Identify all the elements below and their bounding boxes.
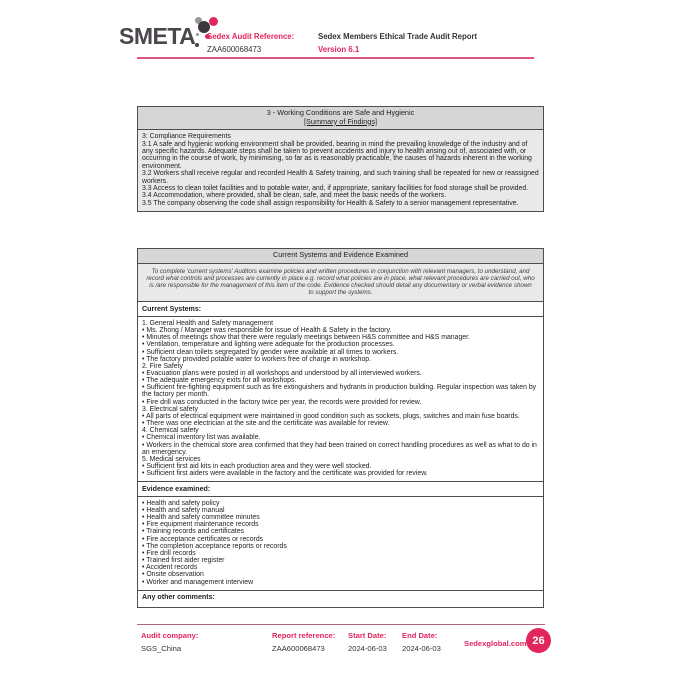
text-line: 3.4 Accommodation, where provided, shall be clean, safe, and meet the basic needs of the workers. bbox=[142, 192, 447, 200]
audit-company-label: Audit company: bbox=[141, 631, 199, 640]
report-title-block bbox=[318, 30, 477, 56]
text-line: 3.3 Access to clean toilet facilities and to potable water, and, if appropriate, sanitary facilities for food storage shall be provided. bbox=[142, 185, 529, 193]
text-line: • Minutes of meetings show that there were regularly meetings between H&S committee and H&S manager. bbox=[142, 334, 470, 342]
smeta-logo-text: SMETA bbox=[119, 23, 196, 49]
text-line: • There was one electrician at the site and the certificate was available for review. bbox=[142, 420, 390, 428]
text-line: • Worker and management interview bbox=[142, 578, 254, 586]
text-line: • Fire acceptance certificates or records bbox=[142, 535, 264, 543]
any-other-comments-label: Any other comments: bbox=[138, 591, 543, 608]
text-line: • The completion acceptance reports or records bbox=[142, 542, 287, 550]
logo-period-dot-icon bbox=[195, 43, 199, 47]
text-line: 3.2 Workers shall receive regular and recorded Health & Safety training, and such training shall be repeated for new or reassigned workers. bbox=[142, 170, 539, 185]
text-line: • Health and safety committee minutes bbox=[142, 514, 260, 522]
report-reference-value: ZAA600068473 bbox=[272, 643, 325, 653]
text-line: • The factory provided potable water to workers free of charge in workshop. bbox=[142, 355, 372, 363]
text-line: • Fire drill was conducted in the factory twice per year, the records were provided for review. bbox=[142, 398, 422, 406]
compliance-requirements-cell bbox=[138, 130, 543, 211]
start-date-value: 2024-06-03 bbox=[348, 643, 387, 653]
start-date-label: Start Date: bbox=[348, 631, 387, 640]
text-line: • Sufficient fire-fighting equipment such as fire extinguishers and hydrants in production building. Regular inspection was taken by the factory per month. bbox=[142, 384, 537, 399]
evidence-examined-cell bbox=[138, 497, 543, 591]
text-line: • Accident records bbox=[142, 564, 198, 572]
findings-title: 3 - Working Conditions are Safe and Hygienic bbox=[266, 108, 415, 117]
findings-table-header bbox=[138, 107, 543, 130]
header-divider bbox=[137, 57, 534, 59]
sedexglobal-link[interactable]: Sedexglobal.com bbox=[464, 639, 527, 648]
logo-dot-pink-icon bbox=[209, 17, 218, 26]
text-line: • Sufficient first aid kits in each production area and they were well stocked. bbox=[142, 463, 372, 471]
report-title: Sedex Members Ethical Trade Audit Report bbox=[318, 32, 478, 41]
text-line: • Health and safety manual bbox=[142, 507, 225, 514]
report-version: Version 6.1 bbox=[318, 45, 360, 54]
text-line: • All parts of electrical equipment were maintained in good condition such as sockets, plugs, switches and main fuse boards. bbox=[142, 412, 520, 420]
audit-company-value: SGS_China bbox=[141, 643, 182, 653]
logo-dot-grey-tiny-icon bbox=[196, 33, 199, 36]
end-date-block bbox=[402, 630, 441, 655]
current-systems-cell bbox=[138, 317, 543, 482]
current-systems-label: Current Systems: bbox=[138, 302, 543, 317]
systems-explainer-text: To complete 'current systems' Auditors examine policies and written procedures in conjunction with relevant managers, to understand, and record what controls and processes are currently in place e.g. record what policies are in place, what relevant procedures are carried out, who is /are responsible for the management of this item of the code. Evidence checked should detail any documentary or verbal evidence shown to support the systems. bbox=[138, 264, 543, 303]
text-line: • Trained first aider register bbox=[142, 557, 225, 565]
text-line: • Onsite observation bbox=[142, 571, 204, 579]
report-reference-block bbox=[272, 630, 335, 655]
text-line: • Ventilation, temperature and lighting were adequate for the production processes. bbox=[142, 341, 395, 349]
start-date-block bbox=[348, 630, 387, 655]
footer-divider bbox=[137, 624, 545, 625]
text-line: 3: Compliance Requirements bbox=[142, 133, 231, 141]
text-line: • Fire drill records bbox=[142, 549, 196, 557]
text-line: 1. General Health and Safety management bbox=[142, 319, 274, 327]
audit-reference-value: ZAA600068473 bbox=[207, 45, 262, 54]
text-line: 2. Fire Safety bbox=[142, 362, 183, 370]
text-line: 3. Electrical safety bbox=[142, 405, 198, 413]
text-line: • Training records and certificates bbox=[142, 528, 244, 536]
report-reference-label: Report reference: bbox=[272, 631, 336, 640]
text-line: 3.1 A safe and hygienic working environment shall be provided, bearing in mind the prevailing knowledge of the industry and of any specific hazards. Adequate steps shall be taken to prevent accidents and injury to health arising out of, associated with, or occurring in the course of work, by minimising, so far as is reasonably practicable, the causes of hazards inherent in the working environment. bbox=[142, 140, 532, 170]
text-line: • Ms. Zhong / Manager was responsible for issue of Health & Safety in the factory. bbox=[142, 327, 392, 335]
text-line: • Chemical inventory list was available. bbox=[142, 434, 261, 442]
summary-of-findings-table bbox=[137, 106, 544, 212]
systems-table-header: Current Systems and Evidence Examined bbox=[138, 249, 543, 264]
end-date-value: 2024-06-03 bbox=[402, 643, 441, 653]
text-line: • Sufficient clean toilets segregated by gender were available at all times to workers. bbox=[142, 348, 399, 356]
findings-subtitle: [Summary of Findings] bbox=[304, 116, 377, 126]
text-line: • The adequate emergency exits for all workshops. bbox=[142, 377, 297, 385]
text-line: • Sufficient first aiders were available in the factory and the certificate was provided for review. bbox=[142, 470, 428, 478]
text-line: 4. Chemical safety bbox=[142, 427, 199, 435]
text-line: 3.5 The company observing the code shall assign responsibility for Health & Safety to a senior management representative. bbox=[142, 199, 519, 207]
text-line: • Workers in the chemical store area confirmed that they had been trained on correct handling procedures as well as what to do in an emergency. bbox=[142, 441, 537, 456]
audit-company-block bbox=[141, 630, 198, 655]
current-systems-table bbox=[137, 248, 544, 608]
audit-reference-label: Sedex Audit Reference: bbox=[207, 32, 295, 41]
end-date-label: End Date: bbox=[402, 631, 438, 640]
audit-reference-block bbox=[207, 30, 294, 56]
page-number-badge: 26 bbox=[526, 628, 551, 653]
text-line: • Health and safety policy bbox=[142, 499, 220, 507]
text-line: 5. Medical services bbox=[142, 455, 201, 463]
evidence-examined-label: Evidence examined: bbox=[138, 482, 543, 497]
text-line: • Evacuation plans were posted in all workshops and understood by all interviewed workers. bbox=[142, 370, 422, 377]
text-line: • Fire equipment maintenance records bbox=[142, 521, 259, 529]
